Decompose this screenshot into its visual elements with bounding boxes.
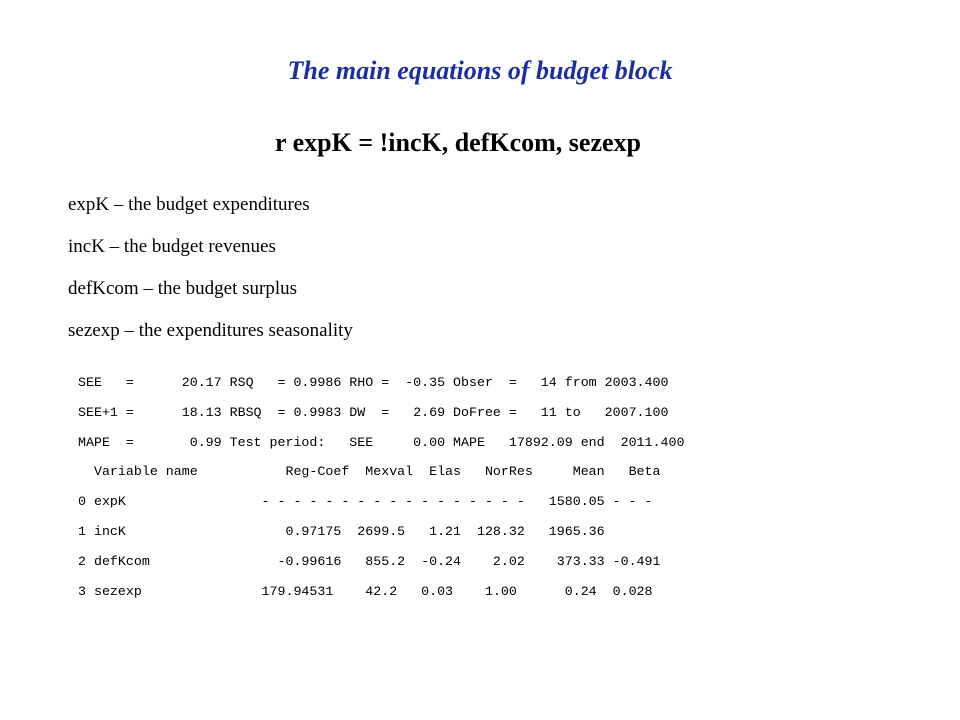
definition-expk: expK – the budget expenditures — [68, 194, 310, 215]
stats-line: SEE+1 = 18.13 RBSQ = 0.9983 DW = 2.69 DoFree = 11 to 2007.100 — [78, 404, 669, 420]
variable-definitions — [68, 192, 353, 360]
stats-line: SEE = 20.17 RSQ = 0.9986 RHO = -0.35 Obser = 14 from 2003.400 — [78, 375, 669, 390]
table-row: 1 incK 0.97175 2699.5 1.21 128.32 1965.36 — [78, 523, 605, 539]
table-header: Variable name Reg-Coef Mexval Elas NorRes Mean Beta — [78, 464, 661, 480]
definition-sezexp: sezexp – the expenditures seasonality — [68, 320, 353, 341]
stats-line: MAPE = 0.99 Test period: SEE 0.00 MAPE 17892.09 end 2011.400 — [78, 434, 685, 450]
table-row: 3 sezexp 179.94531 42.2 0.03 1.00 0.24 0.028 — [78, 583, 653, 599]
table-row: 0 expK - - - - - - - - - - - - - - - - - 1580.05 - - - — [78, 494, 653, 510]
table-row: 2 defKcom -0.99616 855.2 -0.24 2.02 373.33 -0.491 — [78, 553, 661, 569]
slide-title: The main equations of budget block — [287, 56, 673, 85]
definition-inck: incK – the budget revenues — [68, 236, 276, 257]
regression-equation: r expK = !incK, defKcom, sezexp — [275, 128, 641, 157]
regression-output — [78, 374, 684, 612]
definition-defkcom: defKcom – the budget surplus — [68, 278, 298, 299]
